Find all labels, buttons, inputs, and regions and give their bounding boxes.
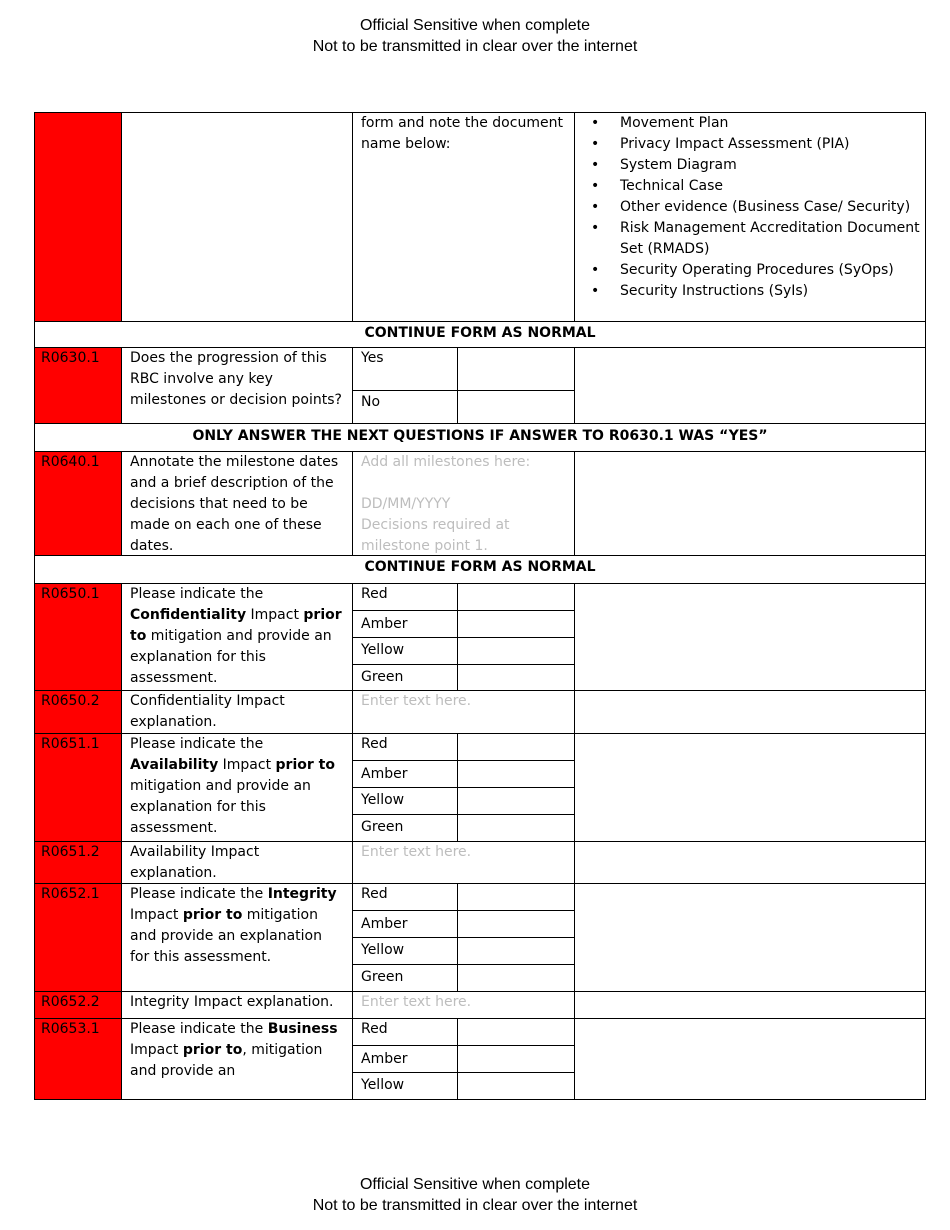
notes-cell[interactable] bbox=[575, 842, 925, 883]
explanation-input[interactable]: Enter text here. bbox=[353, 842, 575, 883]
option-label: Yellow bbox=[353, 788, 458, 814]
option-label: Yellow bbox=[353, 1073, 458, 1099]
question-row-r0653-1 bbox=[34, 1019, 926, 1100]
option-label: Green bbox=[353, 965, 458, 991]
question-text: Does the progression of this RBC involve any key milestones or decision points? bbox=[122, 348, 353, 423]
question-row-r0652-2 bbox=[34, 992, 926, 1019]
answer-text-line-2: name below: bbox=[361, 136, 451, 152]
question-row-r0630-1 bbox=[34, 348, 926, 424]
rag-options bbox=[353, 884, 575, 991]
option-row[interactable] bbox=[353, 348, 574, 391]
marking-line-1: Official Sensitive when complete bbox=[359, 17, 591, 34]
option-label: Yes bbox=[353, 348, 458, 390]
question-text: Confidentiality Impact explanation. bbox=[122, 691, 353, 733]
evidence-item: • Technical Case bbox=[575, 176, 925, 197]
evidence-row bbox=[34, 112, 926, 322]
notes-cell[interactable] bbox=[575, 348, 925, 423]
evidence-item: • Security Instructions (SyIs) bbox=[575, 281, 925, 302]
option-label: Green bbox=[353, 665, 458, 690]
evidence-item: • Risk Management Accreditation Document Set (RMADS) bbox=[575, 218, 925, 260]
explanation-input[interactable]: Enter text here. bbox=[353, 992, 575, 1018]
option-label: Amber bbox=[353, 761, 458, 787]
question-text: Please indicate the Confidentiality Impact prior to mitigation and provide an explanation for this assessment. bbox=[122, 584, 353, 690]
option-row[interactable] bbox=[353, 665, 574, 690]
rag-options bbox=[353, 584, 575, 690]
notes-cell[interactable] bbox=[575, 992, 925, 1018]
question-id: R0650.1 bbox=[35, 584, 122, 690]
question-text: Please indicate the Integrity Impact prior to mitigation and provide an explanation for this assessment. bbox=[122, 884, 353, 991]
question-text: Availability Impact explanation. bbox=[122, 842, 353, 883]
rag-options bbox=[353, 734, 575, 841]
option-row[interactable] bbox=[353, 1073, 574, 1099]
question-text: Integrity Impact explanation. bbox=[122, 992, 353, 1018]
option-label: Amber bbox=[353, 611, 458, 637]
evidence-item: • Privacy Impact Assessment (PIA) bbox=[575, 134, 925, 155]
milestones-input[interactable] bbox=[353, 452, 575, 555]
rag-options bbox=[353, 1019, 575, 1099]
option-row[interactable] bbox=[353, 584, 574, 611]
evidence-list bbox=[575, 113, 925, 302]
answer-text-line-1: form and note the document bbox=[361, 115, 563, 131]
notes-cell[interactable] bbox=[575, 884, 925, 991]
option-label: Yellow bbox=[353, 638, 458, 664]
option-label: Green bbox=[353, 815, 458, 841]
question-id: R0652.2 bbox=[35, 992, 122, 1018]
marking-line-2: Not to be transmitted in clear over the internet bbox=[312, 1197, 638, 1214]
placeholder-text: Add all milestones here: bbox=[361, 454, 531, 470]
banner-row bbox=[34, 424, 926, 452]
question-row-r0651-1 bbox=[34, 734, 926, 842]
notes-cell[interactable] bbox=[575, 691, 925, 733]
evidence-item: • Other evidence (Business Case/ Security) bbox=[575, 197, 925, 218]
notes-cell[interactable] bbox=[575, 452, 925, 555]
option-row[interactable] bbox=[353, 938, 574, 965]
question-id: R0651.1 bbox=[35, 734, 122, 841]
question-text: Please indicate the Availability Impact prior to mitigation and provide an explanation for this assessment. bbox=[122, 734, 353, 841]
notes-cell[interactable] bbox=[575, 584, 925, 690]
question-row-r0650-1 bbox=[34, 584, 926, 691]
id-cell bbox=[35, 113, 122, 321]
option-label: No bbox=[353, 391, 458, 423]
option-label: Amber bbox=[353, 1046, 458, 1072]
evidence-item: • System Diagram bbox=[575, 155, 925, 176]
option-row[interactable] bbox=[353, 734, 574, 761]
marking-line-1: Official Sensitive when complete bbox=[359, 1176, 591, 1193]
answer-cell bbox=[353, 113, 575, 321]
placeholder-text: Decisions required at milestone point 1. bbox=[361, 517, 510, 554]
placeholder-text: DD/MM/YYYY bbox=[361, 496, 451, 512]
option-row[interactable] bbox=[353, 761, 574, 788]
option-label: Yellow bbox=[353, 938, 458, 964]
answer-options bbox=[353, 348, 575, 423]
option-row[interactable] bbox=[353, 1046, 574, 1073]
question-text: Annotate the milestone dates and a brief description of the decisions that need to be made on each one of these dates. bbox=[122, 452, 353, 555]
notes-cell[interactable] bbox=[575, 1019, 925, 1099]
option-row[interactable] bbox=[353, 911, 574, 938]
question-id: R0652.1 bbox=[35, 884, 122, 991]
option-row[interactable] bbox=[353, 638, 574, 665]
notes-cell[interactable] bbox=[575, 734, 925, 841]
option-label: Amber bbox=[353, 911, 458, 937]
question-id: R0640.1 bbox=[35, 452, 122, 555]
question-row-r0640-1 bbox=[34, 452, 926, 556]
protective-marking-footer bbox=[0, 1174, 950, 1216]
option-label: Red bbox=[353, 1019, 458, 1045]
question-id: R0651.2 bbox=[35, 842, 122, 883]
question-row-r0650-2 bbox=[34, 691, 926, 734]
option-row[interactable] bbox=[353, 391, 574, 423]
option-row[interactable] bbox=[353, 611, 574, 638]
question-row-r0651-2 bbox=[34, 842, 926, 884]
section-banner: CONTINUE FORM AS NORMAL bbox=[364, 559, 596, 575]
question-row-r0652-1 bbox=[34, 884, 926, 992]
question-id: R0650.2 bbox=[35, 691, 122, 733]
evidence-item: • Movement Plan bbox=[575, 113, 925, 134]
question-text: Please indicate the Business Impact prior to, mitigation and provide an bbox=[122, 1019, 353, 1099]
option-row[interactable] bbox=[353, 965, 574, 991]
option-row[interactable] bbox=[353, 884, 574, 911]
banner-row bbox=[34, 556, 926, 584]
form-table bbox=[34, 112, 926, 1100]
option-row[interactable] bbox=[353, 815, 574, 841]
option-row[interactable] bbox=[353, 788, 574, 815]
question-cell bbox=[122, 113, 353, 321]
protective-marking-header bbox=[0, 15, 950, 57]
question-id: R0630.1 bbox=[35, 348, 122, 423]
option-row[interactable] bbox=[353, 1019, 574, 1046]
banner-row bbox=[34, 322, 926, 348]
explanation-input[interactable]: Enter text here. bbox=[353, 691, 575, 733]
section-banner: ONLY ANSWER THE NEXT QUESTIONS IF ANSWER TO R0630.1 WAS “YES” bbox=[192, 428, 768, 444]
option-label: Red bbox=[353, 584, 458, 610]
evidence-item: • Security Operating Procedures (SyOps) bbox=[575, 260, 925, 281]
evidence-list-cell bbox=[575, 113, 925, 321]
question-id: R0653.1 bbox=[35, 1019, 122, 1099]
section-banner: CONTINUE FORM AS NORMAL bbox=[364, 325, 596, 341]
option-label: Red bbox=[353, 884, 458, 910]
option-label: Red bbox=[353, 734, 458, 760]
marking-line-2: Not to be transmitted in clear over the internet bbox=[312, 38, 638, 55]
